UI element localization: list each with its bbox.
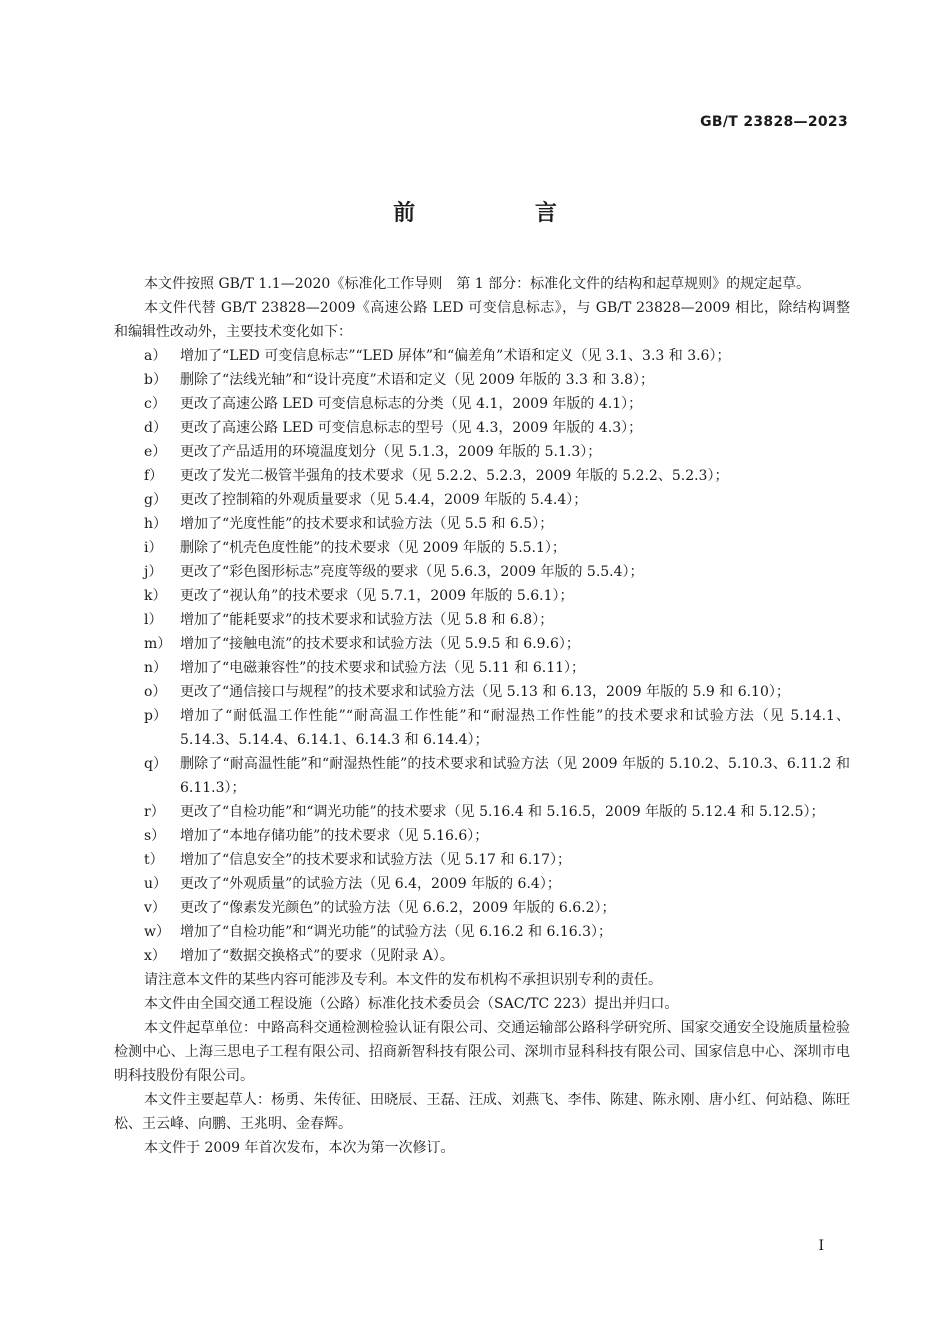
paragraph: 本文件代替 GB/T 23828—2009《高速公路 LED 可变信息标志》，与 GB/T 23828—2009 相比，除结构调整和编辑性改动外，主要技术变化如下： (114, 300, 850, 340)
list-marker: d） (144, 420, 167, 436)
list-item-text: 更改了“视认角”的技术要求（见 5.7.1，2009 年版的 5.6.1）； (180, 588, 574, 604)
list-item (114, 872, 850, 896)
list-item (114, 488, 850, 512)
list-item-text: 增加了“自检功能”和“调光功能”的试验方法（见 6.16.2 和 6.16.3）； (180, 924, 613, 940)
list-item-text: 删除了“耐高温性能”和“耐湿热性能”的技术要求和试验方法（见 2009 年版的 5.10.2、5.10.3、6.11.2 和 6.11.3）； (180, 756, 850, 796)
list-item (114, 800, 850, 824)
proposer-paragraph: 本文件由全国交通工程设施（公路）标准化技术委员会（SAC/TC 223）提出并归口。 (144, 996, 679, 1012)
list-marker: c） (144, 396, 166, 412)
paragraph: 本文件按照 GB/T 1.1—2020《标准化工作导则 第 1 部分：标准化文件的结构和起草规则》的规定起草。 (144, 276, 811, 292)
list-marker: i） (144, 540, 163, 556)
page-number: I (818, 1238, 824, 1254)
list-marker: m） (144, 636, 172, 652)
list-item-text: 更改了产品适用的环境温度划分（见 5.1.3，2009 年版的 5.1.3）； (180, 444, 602, 460)
page-title: 前 言 (393, 201, 613, 226)
list-item (114, 824, 850, 848)
list-item-text: 删除了“机壳色度性能”的技术要求（见 2009 年版的 5.5.1）； (180, 540, 566, 556)
list-marker: s） (144, 828, 166, 844)
patent-notice: 请注意本文件的某些内容可能涉及专利。本文件的发布机构不承担识别专利的责任。 (144, 972, 662, 988)
list-item (114, 656, 850, 680)
drafters-paragraph: 本文件主要起草人：杨勇、朱传征、田晓辰、王磊、汪成、刘燕飞、李伟、陈建、陈永刚、唐小红、何站稳、陈旺松、王云峰、向鹏、王兆明、金春辉。 (114, 1092, 850, 1132)
list-item-text: 更改了“像素发光颜色”的试验方法（见 6.6.2，2009 年版的 6.6.2）； (180, 900, 616, 916)
list-marker: g） (144, 492, 167, 508)
list-item (114, 392, 850, 416)
list-marker: p） (144, 708, 167, 724)
list-item-text: 更改了控制箱的外观质量要求（见 5.4.4，2009 年版的 5.4.4）； (180, 492, 588, 508)
list-item (114, 440, 850, 464)
list-marker: h） (144, 516, 168, 532)
list-item (114, 680, 850, 704)
list-marker: x） (144, 948, 166, 964)
list-marker: r） (144, 804, 165, 820)
list-marker: v） (144, 900, 166, 916)
list-item-text: 更改了“外观质量”的试验方法（见 6.4，2009 年版的 6.4）； (180, 876, 561, 892)
list-item (114, 464, 850, 488)
list-item-text: 增加了“电磁兼容性”的技术要求和试验方法（见 5.11 和 6.11）； (180, 660, 586, 676)
list-marker: f） (144, 468, 164, 484)
list-marker: t） (144, 852, 164, 868)
list-item-text: 增加了“光度性能”的技术要求和试验方法（见 5.5 和 6.5）； (180, 516, 554, 532)
list-marker: w） (144, 924, 170, 940)
list-item-text: 增加了“能耗要求”的技术要求和试验方法（见 5.8 和 6.8）； (180, 612, 554, 628)
list-item-text: 更改了“通信接口与规程”的技术要求和试验方法（见 5.13 和 6.13，2009 年版的 5.9 和 6.10）； (180, 684, 790, 700)
drafting-units-paragraph: 本文件起草单位：中路高科交通检测检验认证有限公司、交通运输部公路科学研究所、国家交通安全设施质量检验检测中心、上海三思电子工程有限公司、招商新智科技有限公司、深圳市显科科技有限公司、国家信息中心、深圳市电明科技股份有限公司。 (114, 1020, 850, 1084)
list-item-text: 增加了“数据交换格式”的要求（见附录 A）。 (180, 948, 454, 964)
list-item (114, 536, 850, 560)
document-body (114, 272, 850, 1160)
list-item (114, 896, 850, 920)
list-item-text: 增加了“本地存储功能”的技术要求（见 5.16.6）； (180, 828, 489, 844)
list-item (114, 512, 850, 536)
list-item-text: 增加了“LED 可变信息标志”“LED 屏体”和“偏差角”术语和定义（见 3.1、3.3 和 3.6）； (180, 348, 731, 364)
list-item-text: 删除了“法线光轴”和“设计亮度”术语和定义（见 2009 年版的 3.3 和 3.8）； (180, 372, 655, 388)
list-item-text: 更改了发光二极管半强角的技术要求（见 5.2.2、5.2.3，2009 年版的 5.2.2、5.2.3）； (180, 468, 729, 484)
list-marker: n） (144, 660, 168, 676)
list-item (114, 560, 850, 584)
list-item-text: 增加了“接触电流”的技术要求和试验方法（见 5.9.5 和 6.9.6）； (180, 636, 580, 652)
list-item (114, 704, 850, 752)
list-item (114, 920, 850, 944)
standard-code: GB/T 23828—2023 (700, 114, 848, 130)
list-item (114, 752, 850, 800)
list-item (114, 944, 850, 968)
list-marker: e） (144, 444, 167, 460)
list-marker: k） (144, 588, 167, 604)
list-item (114, 848, 850, 872)
revision-history-paragraph: 本文件于 2009 年首次发布，本次为第一次修订。 (144, 1140, 455, 1156)
list-marker: u） (144, 876, 168, 892)
list-marker: j） (144, 564, 163, 580)
list-item-text: 增加了“耐低温工作性能”“耐高温工作性能”和“耐湿热工作性能”的技术要求和试验方法（见 5.14.1、5.14.3、5.14.4、6.14.1、6.14.3 和 6.14.4）； (180, 708, 850, 748)
list-item (114, 584, 850, 608)
list-item-text: 更改了“自检功能”和“调光功能”的技术要求（见 5.16.4 和 5.16.5，2009 年版的 5.12.4 和 5.12.5）； (180, 804, 825, 820)
list-item-text: 更改了高速公路 LED 可变信息标志的型号（见 4.3，2009 年版的 4.3）； (180, 420, 643, 436)
list-item-text: 增加了“信息安全”的技术要求和试验方法（见 5.17 和 6.17）； (180, 852, 572, 868)
list-marker: q） (144, 756, 167, 772)
list-item (114, 344, 850, 368)
list-item (114, 632, 850, 656)
list-marker: b） (144, 372, 167, 388)
changes-list (114, 344, 850, 968)
list-item-text: 更改了“彩色图形标志”亮度等级的要求（见 5.6.3，2009 年版的 5.5.4）； (180, 564, 644, 580)
list-marker: o） (144, 684, 167, 700)
list-item (114, 608, 850, 632)
list-item (114, 368, 850, 392)
list-item (114, 416, 850, 440)
list-marker: a） (144, 348, 167, 364)
list-item-text: 更改了高速公路 LED 可变信息标志的分类（见 4.1，2009 年版的 4.1）； (180, 396, 643, 412)
list-marker: l） (144, 612, 163, 628)
